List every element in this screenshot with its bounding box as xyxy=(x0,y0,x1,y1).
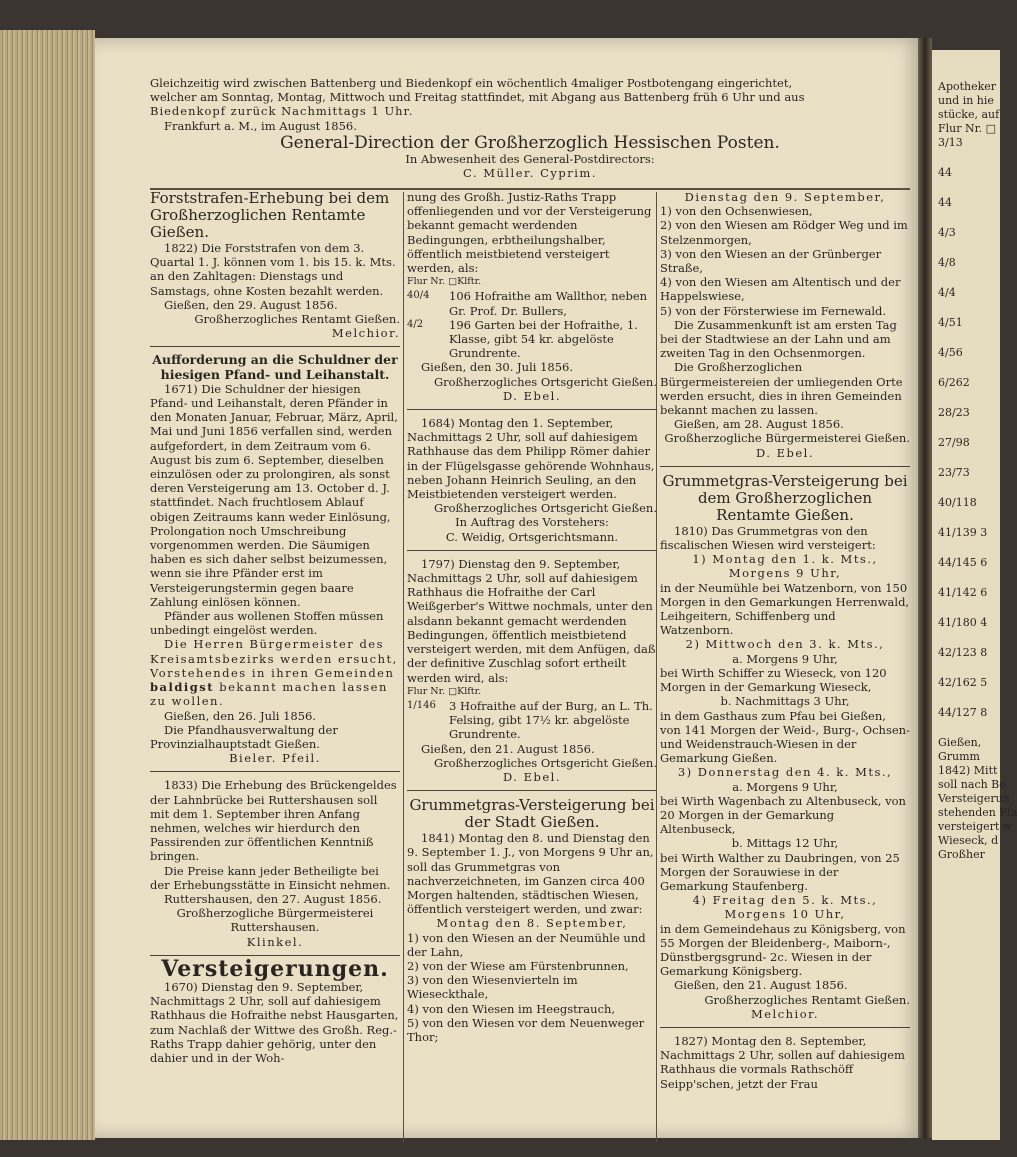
column-rule-1 xyxy=(403,192,404,1142)
roemer-sign: C. Weidig, Ortsgerichtsmann. xyxy=(445,529,619,544)
seipp-body: 1827) Montag den 8. September, Nachmittags 2 Uhr, sollen auf dahiesigem Rathhaus die vormals Rathschöff Seipp'schen, jetzt der Frau xyxy=(660,1033,905,1091)
rent-1: 1) Montag den 1. k. Mts., Morgens 9 Uhr, xyxy=(692,552,878,581)
gras-office: Großherzogliche Bürgermeisterei Gießen. xyxy=(664,431,910,446)
lot-header-2: Flur Nr. □Klftr. xyxy=(407,685,482,697)
book-gutter xyxy=(918,38,932,1138)
next-page-line: Großher xyxy=(938,848,985,861)
gras-item-2: 4) von den Wiesen am Altentisch und der Happelswiese, xyxy=(660,275,901,304)
rent-1-text: in der Neumühle bei Watzenborn, von 150 Morgen in den Gemarkungen Herrenwald, Leihgeitern, Schiffenberg und Watzenborn. xyxy=(660,580,910,638)
weiss-body: 1797) Dienstag den 9. September, Nachmittags 2 Uhr, soll auf dahiesigem Rathhaus die Hofraithe der Carl Weißgerber's Wittwe nochmals, unter den alsdann bekannt gemacht werdenden Bedingungen, öffentlich meistbietend versteigert werden, mit dem Anfügen, daß der definitive Zuschlag sofort ertheilt werden wird, als: xyxy=(407,556,656,685)
next-page-line: soll nach Be xyxy=(938,778,1006,791)
lot-text: 196 Garten bei der Hofraithe, 1. Klasse, gibt 54 kr. abgelöste Grundrente. xyxy=(449,317,638,361)
weiss-office: Großherzogliches Ortsgericht Gießen. xyxy=(433,755,657,770)
gras-item: 3) von den Wiesenvierteln im Wieseckthale, xyxy=(407,973,578,1002)
book-page-edges xyxy=(0,30,95,1140)
next-page-line: 41/139 3 xyxy=(938,526,988,539)
forst-body: 1822) Die Forststrafen von dem 3. Quartal 1. J. können vom 1. bis 15. k. Mts. an den Zahltagen: Dienstags und Samstags, ohne Kosten bezahlt werden. xyxy=(150,241,396,298)
top-notice xyxy=(150,76,910,180)
roemer-body: 1684) Montag den 1. September, Nachmittags 2 Uhr, soll auf dahiesigem Rathhause das dem Philipp Römer dahier in der Flügelsgasse gehörende Wohnhaus, neben Johann Heinrich Seuling, an den Meistbietenden versteigert werden. xyxy=(407,416,655,502)
weiss-sign: D. Ebel. xyxy=(502,769,562,784)
top-place-date: Frankfurt a. M., im August 1856. xyxy=(164,118,357,133)
next-page-line: 23/73 xyxy=(938,466,970,479)
lot-row xyxy=(407,699,657,742)
top-authority: General-Direction der Großherzoglich Hessischen Posten. xyxy=(280,132,780,153)
rent-title: Grummetgras-Versteigerung bei dem Großherzoglichen Rentamte Gießen. xyxy=(662,471,908,524)
pfand-request xyxy=(150,637,400,708)
gras-sign: D. Ebel. xyxy=(755,445,815,460)
pfand-request-end: bekannt machen lassen zu wollen. xyxy=(150,680,388,709)
next-page-line: 42/123 8 xyxy=(938,646,988,659)
next-page-line: 6/262 xyxy=(938,376,970,389)
next-page-line: Versteigerun xyxy=(938,792,1010,805)
versteigerungen-heading: Versteigerungen. xyxy=(161,955,389,982)
next-page-line: Wieseck, d xyxy=(938,834,999,847)
forst-title: Forststrafen-Erhebung bei dem Großherzoglichen Rentamte Gießen. xyxy=(150,189,390,241)
gras-item-2: 5) von der Försterwiese im Fernewald. xyxy=(660,303,887,318)
rent-2b: b. Nachmittags 3 Uhr, xyxy=(720,694,850,709)
bruecke-office: Großherzogliche Bürgermeisterei Ruttershausen. xyxy=(176,906,374,935)
next-page-line: 41/180 4 xyxy=(938,616,988,629)
next-page-line: 4/4 xyxy=(938,286,956,299)
next-page-line: 44/127 8 xyxy=(938,706,988,719)
roemer-office: Großherzogliches Ortsgericht Gießen. xyxy=(433,501,657,516)
pfand-sign: Bieler. Pfeil. xyxy=(229,751,321,766)
weiss-date: Gießen, den 21. August 1856. xyxy=(421,741,595,756)
rent-3: 3) Donnerstag den 4. k. Mts., xyxy=(677,765,893,780)
next-page-line: 27/98 xyxy=(938,436,970,449)
lot-text: 106 Hofraithe am Wallthor, neben Gr. Prof. Dr. Bullers, xyxy=(449,289,648,318)
next-page-line: 3/13 xyxy=(938,136,963,149)
next-page-line: 4/56 xyxy=(938,346,963,359)
next-page-line: und in hie xyxy=(938,94,994,107)
trapp-office: Großherzogliches Ortsgericht Gießen. xyxy=(433,374,657,389)
next-page-line: Flur Nr. □ xyxy=(938,122,997,135)
next-page-line: Gießen, xyxy=(938,736,982,749)
verst-body: 1670) Dienstag den 9. September, Nachmittags 2 Uhr, soll auf dahiesigem Rathhaus die Hofraithe nebst Hausgarten, zum Nachlaß der Wittwe des Großh. Reg.-Raths Trapp dahier gehörig, unter den dahier und in der Woh- xyxy=(150,979,399,1065)
rent-3b-text: bei Wirth Walther zu Daubringen, von 25 Morgen der Sorauwiese in der Gemarkung Staufenberg. xyxy=(660,850,900,893)
rent-2b-text: in dem Gasthaus zum Pfau bei Gießen, von 141 Morgen der Weid-, Burg-, Ochsen- und Weidenstrauch-Wiesen in der Gemarkung Gießen. xyxy=(660,708,910,766)
next-page-line: 44/145 6 xyxy=(938,556,988,569)
next-page-line: stehenden Pfa xyxy=(938,806,1017,819)
top-line-2: welcher am Sonntag, Montag, Mittwoch und Freitag stattfindet, mit Abgang aus Battenberg früh 6 Uhr und aus xyxy=(150,90,805,105)
trapp-sign: D. Ebel. xyxy=(502,388,562,403)
next-page-line: 41/142 6 xyxy=(938,586,988,599)
rent-office: Großherzogliches Rentamt Gießen. xyxy=(704,992,910,1007)
forst-date: Gießen, den 29. August 1856. xyxy=(164,297,338,312)
rent-2a: a. Morgens 9 Uhr, xyxy=(732,651,838,666)
gras-title: Grummetgras-Versteigerung bei der Stadt Gießen. xyxy=(409,796,655,832)
pfand-wool: Pfänder aus wollenen Stoffen müssen unbedingt eingelöst werden. xyxy=(150,609,384,638)
gras-request: Die Großherzoglichen Bürgermeistereien der umliegenden Orte werden ersucht, dies in ihren Gemeinden bekannt machen zu lassen. xyxy=(660,360,903,418)
roemer-auftrag: In Auftrag des Vorstehers: xyxy=(455,515,609,530)
gras-meet: Die Zusammenkunft ist am ersten Tag bei der Stadtwiese an der Lahn und am zweiten Tag in den Ochsenmorgen. xyxy=(660,317,897,361)
pfand-body: 1671) Die Schuldner der hiesigen Pfand- und Leihanstalt, deren Pfänder in den Monaten Januar, Februar, März, April, Mai und Juni 1856 verfallen sind, werden aufgefordert, in dem Zeitraum vom 6. August bis zum 6. September, dieselben einzulösen oder zu prolongiren, als sonst deren Versteigerung am 13. October d. J. stattfindet. Nach fruchtlosem Ablauf obigen Zeitraums kann weder Einlösung, Prolongation noch Umschreibung vorgenommen werden. Die Säumigen haben es sich daher selbst beizumessen, wenn sie ihre Pfänder erst im Versteigerungstermin gegen baare Zahlung einlösen können. xyxy=(150,381,398,609)
bruecke-sign: Klinkel. xyxy=(246,934,304,949)
rent-4-text: in dem Gemeindehaus zu Königsberg, von 55 Morgen der Bleidenberg-, Maiborn-, Dünstbergsgrund- 2c. Wiesen in der Gemarkung Königsberg. xyxy=(660,921,906,979)
next-page-line: Grumm xyxy=(938,750,980,763)
next-page-line: 4/3 xyxy=(938,226,956,239)
top-line-3: Biedenkopf zurück Nachmittags 1 Uhr. xyxy=(150,104,414,119)
next-page-line: stücke, auf xyxy=(938,108,1000,121)
lot-text: 3 Hofraithe auf der Burg, an L. Th. Felsing, gibt 17½ kr. abgelöste Grundrente. xyxy=(449,698,653,742)
gras-item-2: 1) von den Ochsenwiesen, xyxy=(660,204,813,219)
gras-item: 4) von den Wiesen im Heegstrauch, xyxy=(407,1001,616,1016)
next-page-line: 1842) Mitt xyxy=(938,764,998,777)
gras-item: 1) von den Wiesen an der Neumühle und der Lahn, xyxy=(407,930,646,959)
trapp-date: Gießen, den 30. Juli 1856. xyxy=(421,360,573,375)
lot-row xyxy=(407,318,657,361)
bruecke-price: Die Preise kann jeder Betheiligte bei der Erhebungsstätte in Einsicht nehmen. xyxy=(150,863,391,892)
gras-item-2: 3) von den Wiesen an der Grünberger Straße, xyxy=(660,246,882,276)
lot-number: 40/4 xyxy=(407,290,430,302)
bruecke-body: 1833) Die Erhebung des Brückengeldes der Lahnbrücke bei Ruttershausen soll mit dem 1. September ihren Anfang nehmen, welches wir hierdurch den Passirenden zur öffentlichen Kenntniß bringen. xyxy=(150,778,397,864)
gras-item: 5) von den Wiesen vor dem Neuenweger Thor; xyxy=(407,1015,645,1044)
rent-3a: a. Morgens 9 Uhr, xyxy=(732,779,838,794)
lot-header: Flur Nr. □Klftr. xyxy=(407,276,482,288)
column-2 xyxy=(407,190,657,1044)
rent-3a-text: bei Wirth Wagenbach zu Altenbuseck, von 20 Morgen in der Gemarkung Altenbuseck, xyxy=(660,793,906,837)
next-page-fragment xyxy=(932,50,1017,1140)
gras-body: 1841) Montag den 8. und Dienstag den 9. September 1. J., von Morgens 9 Uhr an, soll das Grummetgras von nachverzeichneten, im Ganzen circa 400 Morgen haltenden, städtischen Wiesen, öffentlich versteigert werden, und zwar: xyxy=(407,831,654,917)
column-3 xyxy=(660,190,910,1091)
column-1 xyxy=(150,190,400,1065)
rent-sign: Melchior. xyxy=(750,1006,820,1021)
top-signers: C. Müller. Cyprim. xyxy=(463,166,597,181)
gras-date: Gießen, am 28. August 1856. xyxy=(674,417,844,432)
trapp-cont: nung des Großh. Justiz-Raths Trapp offenliegenden und vor der Versteigerung bekannt gemacht werdenden Bedingungen, erbtheilungshalber, öffentlich meistbietend versteigert werden, als: xyxy=(407,190,652,276)
next-page-lines xyxy=(932,50,1017,862)
next-page-line: 44 xyxy=(938,166,952,179)
forst-office: Großherzogliches Rentamt Gießen. xyxy=(194,312,400,327)
rent-3b: b. Mittags 12 Uhr, xyxy=(731,836,839,851)
next-page-line: 28/23 xyxy=(938,406,970,419)
gras-day: Montag den 8. September, xyxy=(436,916,628,931)
lot-number: 4/2 xyxy=(407,318,424,330)
next-page-line: 40/118 xyxy=(938,496,977,509)
pfand-request-bold: baldigst xyxy=(150,680,215,695)
top-absence: In Abwesenheit des General-Postdirectors: xyxy=(405,151,655,166)
forst-sign: Melchior. xyxy=(331,326,400,341)
next-page-line: 4/8 xyxy=(938,256,956,269)
gras-item: 2) von der Wiese am Fürstenbrunnen, xyxy=(407,958,629,973)
next-page-line: 44 xyxy=(938,196,952,209)
pfand-title: Aufforderung an die Schuldner der hiesigen Pfand- und Leihanstalt. xyxy=(152,352,398,382)
pfand-request-text: Die Herren Bürgermeister des Kreisamtsbezirks werden ersucht, Vorstehendes in ihren Gemeinden xyxy=(150,637,398,680)
next-page-line: Apotheker xyxy=(938,80,997,93)
gras-day-2: Dienstag den 9. September, xyxy=(684,190,886,204)
next-page-line: versteigert w xyxy=(938,820,1013,833)
pfand-date: Gießen, den 26. Juli 1856. xyxy=(164,708,316,723)
bruecke-date: Ruttershausen, den 27. August 1856. xyxy=(164,891,382,906)
rent-date: Gießen, den 21. August 1856. xyxy=(674,978,848,993)
top-line-1: Gleichzeitig wird zwischen Battenberg und Biedenkopf ein wöchentlich 4maliger Postbotengang eingerichtet, xyxy=(150,76,793,90)
rent-body: 1810) Das Grummetgras von den fiscalischen Wiesen wird versteigert: xyxy=(660,523,876,553)
rent-2a-text: bei Wirth Schiffer zu Wieseck, von 120 Morgen in der Gemarkung Wieseck, xyxy=(660,665,887,695)
rent-4: 4) Freitag den 5. k. Mts., Morgens 10 Uhr, xyxy=(692,893,878,922)
next-page-line: 42/162 5 xyxy=(938,676,988,689)
lot-number: 1/146 xyxy=(407,699,436,711)
lot-row xyxy=(407,289,657,317)
gras-item-2: 2) von den Wiesen am Rödger Weg und im Stelzenmorgen, xyxy=(660,218,908,247)
next-page-line: 4/51 xyxy=(938,316,963,329)
pfand-office: Die Pfandhausverwaltung der Provinzialhauptstadt Gießen. xyxy=(150,722,338,751)
rent-2: 2) Mittwoch den 3. k. Mts., xyxy=(685,637,885,652)
